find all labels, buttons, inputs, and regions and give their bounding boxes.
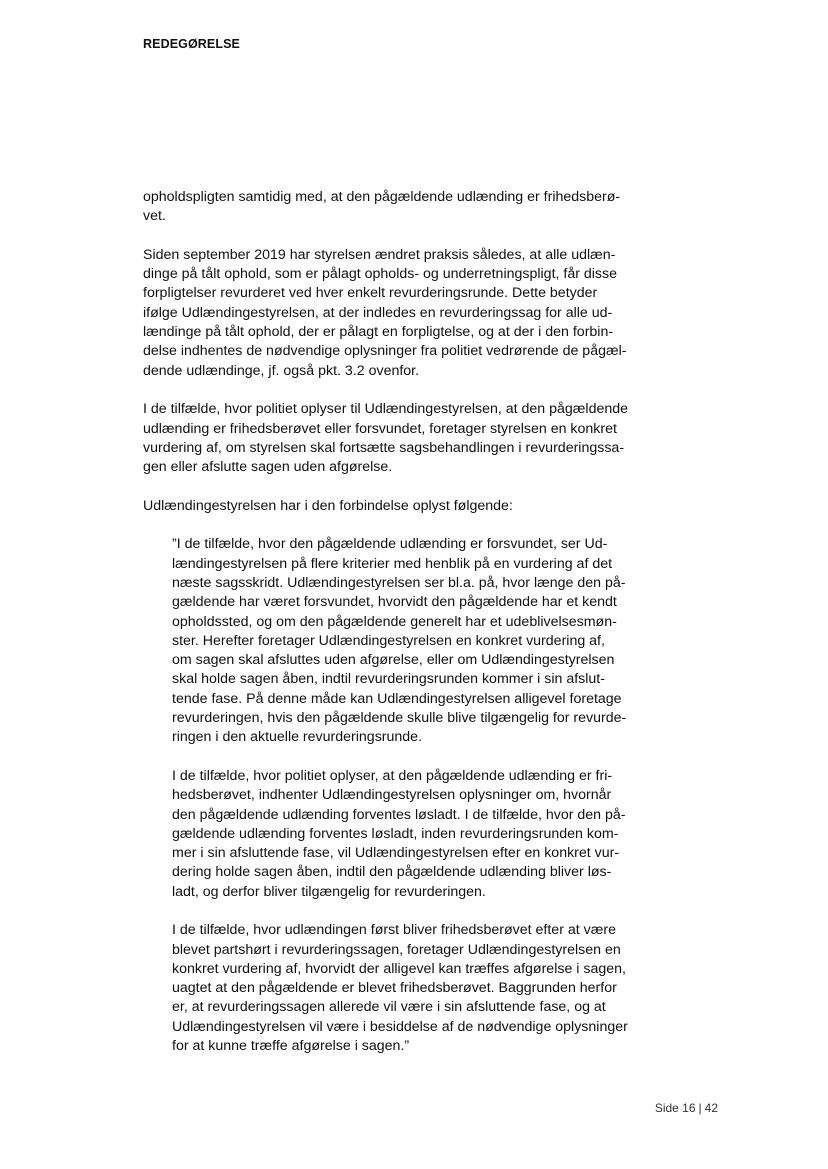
text-line: for at kunne træffe afgørelse i sagen.” [172,1038,410,1055]
text-line: blevet partshørt i revurderingssagen, foretager Udlændingestyrelsen en [172,941,621,958]
text-line: dende udlændinge, jf. også pkt. 3.2 ovenfor. [143,362,420,379]
text-line: Siden september 2019 har styrelsen ændret praksis således, at alle udlæn- [143,246,616,263]
text-line: konkret vurdering af, hvorvidt der alligevel kan træffes afgørelse i sagen, [172,960,626,977]
quote-paragraph [172,767,633,902]
text-line: uagtet at den pågældende er blevet frihedsberøvet. Baggrunden herfor [172,980,617,997]
text-line: revurderingen, hvis den pågældende skulle blive tilgængelig for revurde- [172,710,627,727]
text-line: delse indhentes de nødvendige oplysninger fra politiet vedrørende de pågæl- [143,343,627,360]
page-separator: | [698,1101,702,1115]
page-number [655,1101,718,1115]
quote-paragraph [172,535,633,747]
text-line: næste sagsskridt. Udlændingestyrelsen ser bl.a. på, hvor længe den på- [172,574,626,591]
page-total: 42 [704,1101,718,1115]
text-line: vurdering af, om styrelsen skal fortsætte sagsbehandlingen i revurderingssa- [143,439,625,456]
text-line: hedsberøvet, indhenter Udlændingestyrelsen oplysninger om, hvornår [172,787,612,804]
text-line: opholdspligten samtidig med, at den pågældende udlænding er frihedsberø- [143,189,621,205]
paragraph [143,400,633,477]
text-line: gældende udlænding forventes løsladt, inden revurderingsrunden kom- [172,825,619,842]
text-line: Udlændingestyrelsen har i den forbindelse oplyst følgende: [143,497,513,514]
text-line: den pågældende udlænding forventes løsladt. I de tilfælde, hvor den på- [172,806,626,823]
text-line: I de tilfælde, hvor udlændingen først bliver frihedsberøvet efter at være [172,922,616,939]
text-line: om sagen skal afsluttes uden afgørelse, eller om Udlændingestyrelsen [172,652,615,669]
text-line: I de tilfælde, hvor politiet oplyser, at den pågældende udlænding er fri- [172,767,613,784]
text-line: lændinge på tålt ophold, der er pålagt en forpligtelse, og at der i den forbin- [143,324,614,341]
text-line: ifølge Udlændingestyrelsen, at der indledes en revurderingssag for alle ud- [143,304,613,321]
text-line: udlænding er frihedsberøvet eller forsvundet, foretager styrelsen en konkret [143,420,617,437]
quote-paragraph [172,921,633,1056]
paragraph [143,497,633,516]
text-line: dinge på tålt ophold, som er pålagt opholds- og underretningspligt, får disse [143,266,618,283]
text-line: ster. Herefter foretager Udlændingestyrelsen en konkret vurdering af, [172,632,605,649]
text-line: er, at revurderingssagen allerede vil være i sin afsluttende fase, og at [172,999,606,1016]
text-line: skal holde sagen åben, indtil revurderingsrunden kommer i sin afslut- [172,671,605,688]
text-line: gen eller afslutte sagen uden afgørelse. [143,459,393,476]
text-line: gældende har været forsvundet, hvorvidt den pågældende har et kendt [172,594,617,611]
text-line: ladt, og derfor bliver tilgængelig for revurderingen. [172,883,486,900]
section-header: REDEGØRELSE [143,37,240,51]
text-line: forpligtelser revurderet ved hver enkelt revurderingsrunde. Dette betyder [143,285,598,302]
text-line: opholdssted, og om den pågældende generelt har et udeblivelsesmøn- [172,613,617,630]
text-line: vet. [143,208,166,225]
paragraph [143,246,633,381]
text-line: dering holde sagen åben, indtil den pågældende udlænding bliver løs- [172,864,612,881]
text-line: ringen i den aktuelle revurderingsrunde. [172,729,423,746]
text-line: ”I de tilfælde, hvor den pågældende udlænding er forsvundet, ser Ud- [172,536,608,553]
text-line: I de tilfælde, hvor politiet oplyser til Udlændingestyrelsen, at den pågældende [143,401,629,418]
text-line: mer i sin afsluttende fase, vil Udlændingestyrelsen efter en konkret vur- [172,845,620,862]
text-line: lændingestyrelsen på flere kriterier med henblik på en vurdering af det [172,555,613,572]
document-body [143,188,633,1056]
text-line: Udlændingestyrelsen vil være i besiddelse af de nødvendige oplysninger [172,1018,628,1035]
text-line: tende fase. På denne måde kan Udlændingestyrelsen alligevel foretage [172,690,622,707]
paragraph [143,188,633,227]
page-label: Side 16 [654,1101,696,1115]
